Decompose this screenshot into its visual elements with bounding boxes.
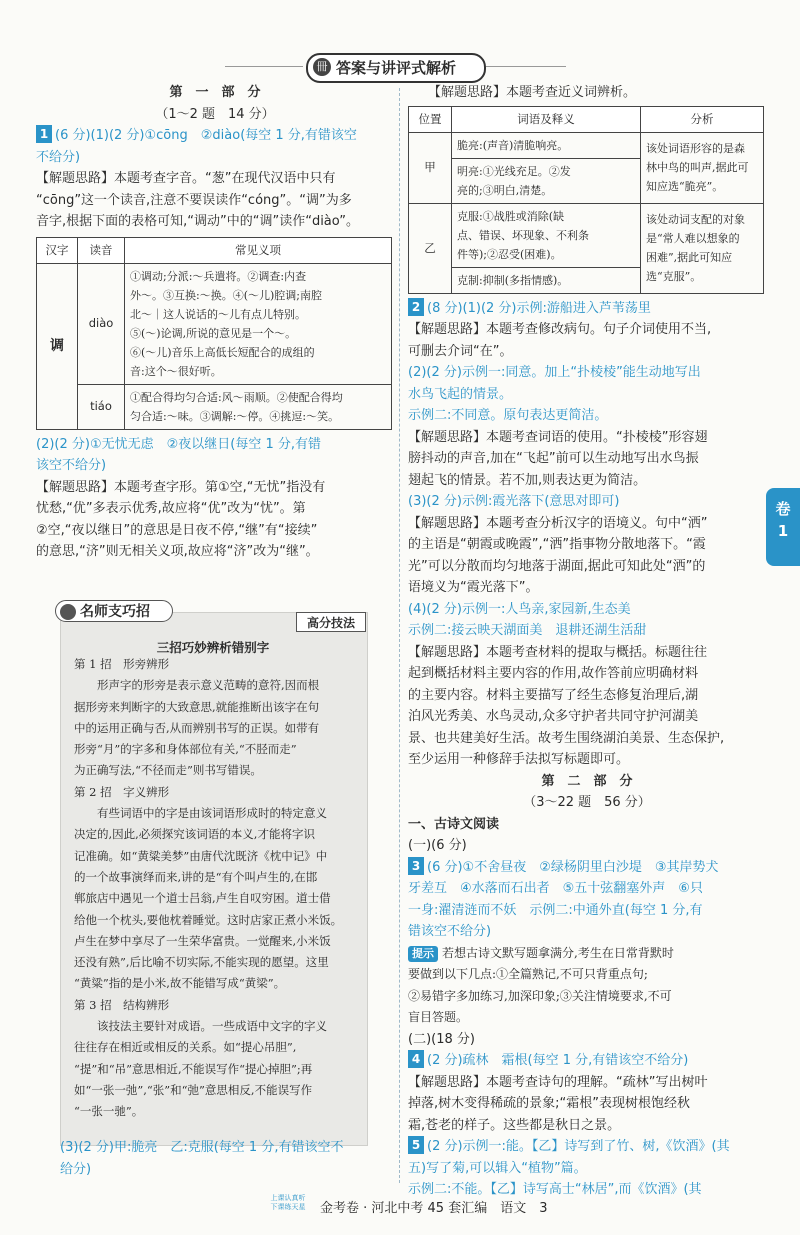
tips-line: 的一个故事演绎而来,讲的是“有个叫卢生的,在邯 <box>74 869 318 884</box>
explanation-line: 【解题思路】本题考查修改病句。句子介词使用不当, <box>408 322 712 337</box>
explanation-line: 【解题思路】本题考查近义词辨析。 <box>428 85 637 100</box>
q2-answer-line: (3)(2 分)示例:霞光落下(意思对即可) <box>408 494 620 509</box>
part-two-title: 第 二 部 分 <box>541 773 633 789</box>
explanation-line: 景、也共建美好生活。故考生围绕湖泊美景、生态保护, <box>408 730 725 746</box>
table-position: 甲 <box>409 132 452 203</box>
question-number: 3 <box>408 857 424 875</box>
tips-line: 有些词语中的字是由该词语形成时的特定意义 <box>74 806 327 821</box>
tips-banner <box>55 600 173 622</box>
table-analysis: 该处动词支配的对象 是“常人难以想象的 困难”,据此可知应 选“克服”。 <box>641 203 764 293</box>
explanation-line: 忧愁,“优”多表示优秀,故应将“优”改为“忧”。第 <box>36 501 306 516</box>
tips-line: 记准确。如“黄粱美梦”由唐代沈既济《枕中记》中 <box>74 848 328 863</box>
explanation-line: 【解题思路】本题考查词语的使用。“扑棱棱”形容翅 <box>408 429 708 445</box>
explanation-line: 掉落,树木变得稀疏的景象;“霜根”表现树根饱经秋 <box>408 1096 690 1111</box>
q2-answer-line: 水鸟飞起的情景。 <box>408 386 513 402</box>
q1-answer-line: 不给分) <box>36 149 81 165</box>
table-definition: 克制:抑制(多指情感)。 <box>452 267 641 293</box>
table-pinyin: diào <box>78 263 125 384</box>
volume-tab[interactable] <box>766 488 800 566</box>
teacher-icon <box>60 604 76 620</box>
tips-line: 中的运用正确与否,从而辨别书写的正误。如带有 <box>74 720 320 735</box>
explanation-line: 【解题思路】本题考查字音。“葱”在现代汉语中只有 <box>36 171 336 186</box>
explanation-line: ②空,“夜以继日”的意思是日夜不停,“继”有“接续” <box>36 522 318 538</box>
tip-label: 提示 <box>408 946 438 962</box>
tips-line: 为正确写法,“不径而走”则书写错误。 <box>74 763 262 778</box>
section-heading: 一、古诗文阅读 <box>408 816 500 832</box>
q2-answer-line: (2)(2 分)示例一:同意。加上“扑棱棱”能生动地写出 <box>408 365 701 380</box>
subsection-heading: (一)(6 分) <box>408 838 467 853</box>
explanation-line: 【解题思路】本题考查诗句的理解。“疏林”写出树叶 <box>408 1074 708 1090</box>
part-one-title: 第 一 部 分 <box>169 85 261 100</box>
header-banner <box>306 53 486 83</box>
table-analysis: 该处词语形容的是森 林中鸟的叫声,据此可 知应选“脆亮”。 <box>641 132 764 203</box>
tips-line: 该技法主要针对成语。一些成语中文字的字义 <box>74 1019 327 1034</box>
tip-line: 盲目答题。 <box>408 1010 469 1024</box>
explanation-line: 【解题思路】本题考查分析汉字的语境义。句中“洒” <box>408 515 708 531</box>
tip-block <box>408 943 766 1029</box>
question-number: 4 <box>408 1050 424 1068</box>
q1-answer-line: (3)(2 分)甲:脆亮 乙:克服(每空 1 分,有错该空不 <box>60 1140 344 1155</box>
tips-line: 如“一张一弛”,“张”和“弛”意思相反,不能误写作 <box>74 1082 313 1097</box>
question-number: 2 <box>408 298 424 316</box>
q2-answer-line: (4)(2 分)示例一:人鸟亲,家园新,生态美 <box>408 601 631 617</box>
table-meaning: ①调动;分派:～兵遣将。②调查:内查 外～。③互换:～换。④(～儿)腔调;南腔 北～｜这人说话的～儿有点儿特别。 ⑤(～)论调,所说的意见是一个～。 ⑥(～儿)音乐上高低长短配合的成组的 音:这个～很好听。 <box>125 263 392 384</box>
q4-answer-line: (2 分)疏林 霜根(每空 1 分,有错该空不给分) <box>427 1053 689 1068</box>
tips-line: 形旁“月”的字多和身体部位有关,“不胫而走” <box>74 742 297 757</box>
footer <box>262 1194 562 1220</box>
explanation-line: 霜,苍老的样子。这些都是秋日之景。 <box>408 1117 621 1133</box>
table-header: 位置 <box>409 106 452 132</box>
q2-answer-line: 示例二:不同意。原句表达更简洁。 <box>408 408 608 423</box>
question-number: 1 <box>36 125 52 143</box>
tips-line: 第 2 招 字义辨形 <box>74 784 170 799</box>
pronunciation-table <box>36 237 392 430</box>
q5-answer-line: (2 分)示例一:能。【乙】诗写到了竹、树,《饮酒》(其 <box>427 1139 730 1154</box>
table-char: 调 <box>37 263 78 429</box>
table-header: 词语及释义 <box>452 106 641 132</box>
explanation-line: 的主语是“朝霞或晚霞”,“洒”指事物分散地落下。“霞 <box>408 537 706 552</box>
tips-line: 往往存在相近或相反的关系。如“提心吊胆”, <box>74 1040 297 1055</box>
tips-line: 卢生在梦中享尽了一生荣华富贵。一觉醒来,小米饭 <box>74 933 331 948</box>
left-column <box>36 82 394 563</box>
table-header: 汉字 <box>37 237 78 263</box>
q1-answer-line: 该空不给分) <box>36 458 107 473</box>
q5-answer-line: 五)写了菊,可以辑入“植物”篇。 <box>408 1160 587 1176</box>
explanation-line: 音字,根据下面的表格可知,“调动”中的“调”读作“diào”。 <box>36 214 359 229</box>
explanation-line: 【解题思路】本题考查字形。第①空,“无忧”指没有 <box>36 479 326 495</box>
explanation-line: 至少运用一种修辞手法拟写标题即可。 <box>408 752 630 767</box>
header-rule-right <box>486 66 566 67</box>
q5-answer-line: 示例二:不能。【乙】诗写高士“林居”,而《饮酒》(其 <box>408 1182 702 1197</box>
tips-line: 还没有熟”,后比喻不切实际,不能实现的愿望。这里 <box>74 955 329 970</box>
q1-answer-line: 给分) <box>60 1161 92 1177</box>
tips-banner-label: 名师支巧招 <box>80 604 150 620</box>
table-header: 读音 <box>78 237 125 263</box>
q3-answer-line: 牙差互 ④水落而石出者 ⑤五十弦翻塞外声 ⑥只 <box>408 881 703 896</box>
table-definition: 明亮:①光线充足。②发 亮的;③明白,清楚。 <box>452 158 641 203</box>
volume-tab-number: 1 <box>777 522 789 540</box>
header-rule-left <box>225 66 303 67</box>
q3-answer-line: 错该空不给分) <box>408 924 492 939</box>
tips-line: 郸旅店中遇见一个道士吕翁,卢生自叹穷困。道士借 <box>74 891 331 906</box>
tip-line: ②易错字多加练习,加深印象;③关注情境要求,不可 <box>408 988 672 1003</box>
q2-answer-line: 示例二:接云映天湖面美 退耕还湖生活甜 <box>408 623 647 638</box>
footer-logo: 上课认真听 下课练天星 <box>270 1194 306 1211</box>
book-icon: 冊 <box>313 58 331 76</box>
tips-body <box>74 654 366 1123</box>
question-number: 5 <box>408 1136 424 1154</box>
explanation-line: 的主要内容。材料主要描写了经生态修复治理后,湖 <box>408 687 699 703</box>
explanation-line: 泊风光秀美、水鸟灵动,众多守护者共同守护河湖美 <box>408 709 699 724</box>
table-header: 常见义项 <box>125 237 392 263</box>
q1-answer-line: (6 分)(1)(2 分)①cōng ②diào(每空 1 分,有错该空 <box>55 128 357 143</box>
tip-line: 要做到以下几点:①全篇熟记,不可只背重点句; <box>408 967 648 981</box>
column-divider <box>399 88 400 1183</box>
tips-line: 据形旁来判断字的大致意思,就能推断出该字在句 <box>74 699 320 714</box>
table-pinyin: tiáo <box>78 384 125 429</box>
footer-text: 金考卷 · 河北中考 45 套汇编 语文 3 <box>320 1201 548 1216</box>
explanation-line: 可删去介词“在”。 <box>408 343 513 359</box>
tips-line: 第 3 招 结构辨形 <box>74 997 170 1012</box>
part-two-range: （3～22 题 56 分） <box>523 795 651 810</box>
table-meaning: ①配合得均匀合适:风～雨顺。②使配合得均 匀合适:～味。③调解:～停。④挑逗:～笑。 <box>125 384 392 429</box>
tips-badge: 高分技法 <box>296 612 366 632</box>
tips-line: 第 1 招 形旁辨形 <box>74 657 170 671</box>
subsection-heading: (二)(18 分) <box>408 1031 475 1047</box>
volume-tab-label: 卷 <box>775 500 791 518</box>
tips-title: 三招巧妙辨析错别字 <box>156 640 270 655</box>
tip-line: 若想古诗文默写题拿满分,考生在日常背默时 <box>442 945 674 960</box>
table-definition: 克服:①战胜或消除(缺 点、错误、坏现象、不利条 件等);②忍受(困难)。 <box>452 203 641 267</box>
explanation-line: 起到概括材料主要内容的作用,故作答前应明确材料 <box>408 666 699 681</box>
q1c-answer <box>60 1137 394 1180</box>
tips-line: 给他一个枕头,要他枕着睡觉。这时店家正煮小米饭。 <box>74 912 343 927</box>
page-title: 答案与讲评式解析 <box>336 59 457 77</box>
q3-answer-line: (6 分)①不舍昼夜 ②绿杨阴里白沙堤 ③其岸势犬 <box>427 859 719 875</box>
tips-line: “黄粱”指的是小米,故不能错写成“黄梁”。 <box>74 976 286 991</box>
synonym-table <box>408 106 764 294</box>
table-header: 分析 <box>641 106 764 132</box>
table-position: 乙 <box>409 203 452 293</box>
q1-answer-line: (2)(2 分)①无忧无虑 ②夜以继日(每空 1 分,有错 <box>36 436 322 452</box>
tips-line: “一张一驰”。 <box>74 1104 144 1119</box>
explanation-line: 【解题思路】本题考查材料的提取与概括。标题往往 <box>408 644 708 660</box>
q3-answer-line: 一身:濯清涟而不妖 示例二:中通外直(每空 1 分,有 <box>408 902 703 918</box>
part-one-range: （1～2 题 14 分） <box>155 106 275 122</box>
explanation-line: 的意思,“济”则无相关义项,故应将“济”改为“继”。 <box>36 544 319 559</box>
explanation-line: 翅起飞的情景。若不加,则表达更为简洁。 <box>408 472 647 488</box>
q2-answer-line: (8 分)(1)(2 分)示例:游船进入芦苇荡里 <box>427 300 651 316</box>
explanation-line: 膀抖动的声音,加在“飞起”前可以生动地写出水鸟振 <box>408 451 699 466</box>
right-column <box>408 82 766 1201</box>
tips-line: 形声字的形旁是表示意义范畴的意符,因而根 <box>74 678 320 693</box>
explanation-line: 语境义为“霞光落下”。 <box>408 580 539 595</box>
table-definition: 脆亮:(声音)清脆响亮。 <box>452 132 641 158</box>
tips-line: “提”和“吊”意思相近,不能误写作“提心掉胆”;再 <box>74 1061 313 1076</box>
tips-line: 决定的,因此,必须探究该词语的本义,才能将字识 <box>74 827 315 842</box>
explanation-line: 光”可以分散而均匀地落于湖面,据此可知此处“洒”的 <box>408 558 706 574</box>
explanation-line: “cōng”这一个读音,注意不要误读作“cóng”。“调”为多 <box>36 192 352 208</box>
